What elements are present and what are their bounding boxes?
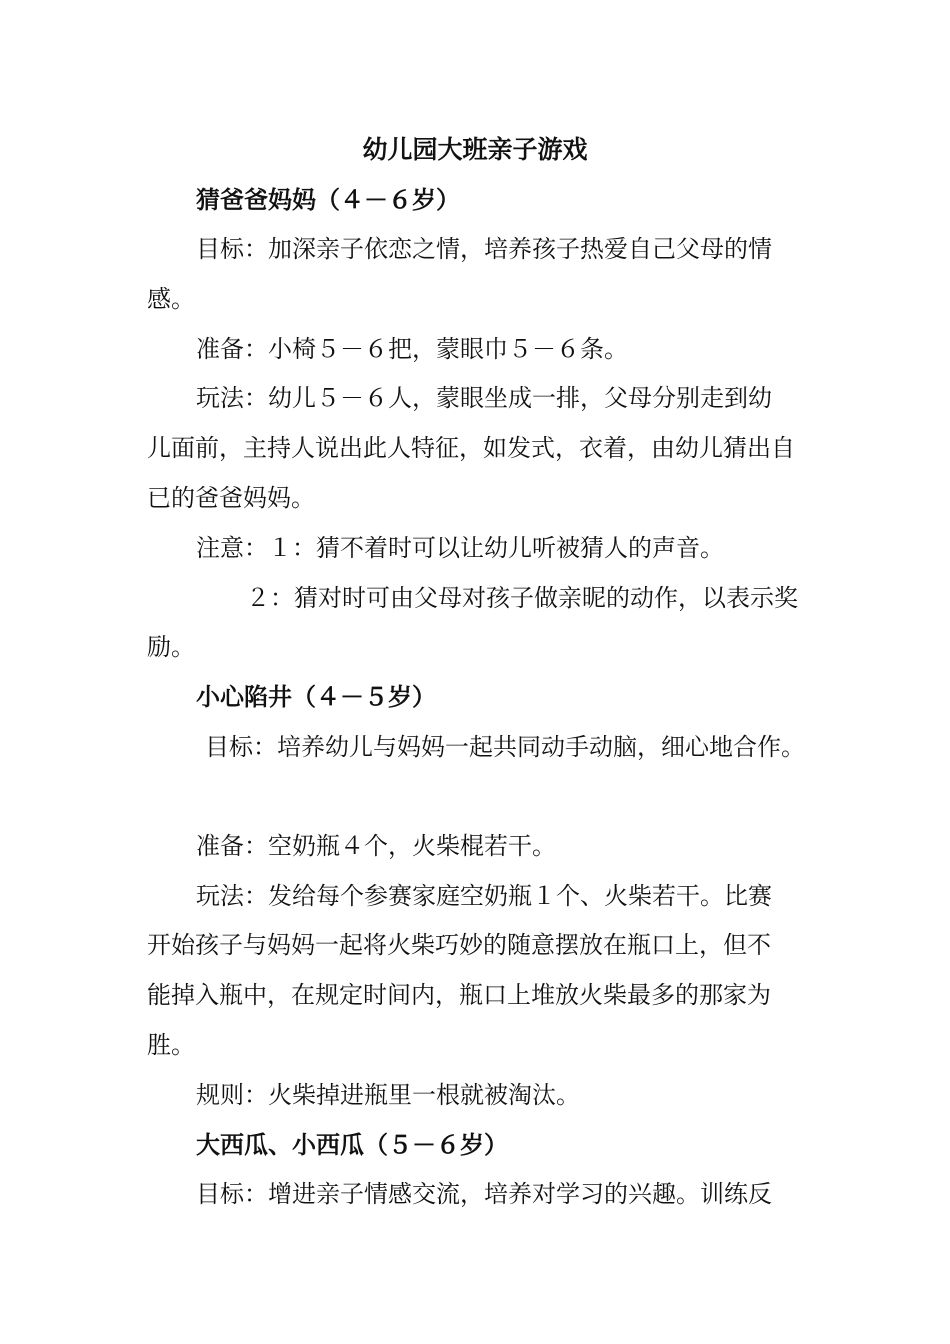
- paragraph-line: ２：猜对时可由父母对孩子做亲昵的动作，以表示奖: [246, 584, 798, 612]
- paragraph-line: 目标：增进亲子情感交流，培养对学习的兴趣。训练反: [196, 1180, 772, 1208]
- document-title: 幼儿园大班亲子游戏: [362, 135, 588, 164]
- paragraph-line: 准备：空奶瓶４个，火柴棍若干。: [196, 832, 556, 860]
- section-heading-watermelon: 大西瓜、小西瓜（５－６岁）: [196, 1130, 508, 1159]
- paragraph-line: 儿面前，主持人说出此人特征，如发式，衣着，由幼儿猜出自: [147, 434, 795, 462]
- paragraph-line: 开始孩子与妈妈一起将火柴巧妙的随意摆放在瓶口上，但不: [147, 931, 771, 959]
- paragraph-line: 胜。: [147, 1031, 195, 1059]
- paragraph-line: 注意：１：猜不着时可以让幼儿听被猜人的声音。: [196, 534, 724, 562]
- section-heading-trap: 小心陷井（４－５岁）: [196, 682, 436, 711]
- paragraph-line: 玩法：发给每个参赛家庭空奶瓶１个、火柴若干。比赛: [196, 882, 772, 910]
- section-heading-guess-parents: 猜爸爸妈妈（４－６岁）: [196, 185, 460, 214]
- paragraph-line: 玩法：幼儿５－６人，蒙眼坐成一排，父母分别走到幼: [196, 384, 772, 412]
- paragraph-line: 已的爸爸妈妈。: [147, 484, 315, 512]
- paragraph-line: 规则：火柴掉进瓶里一根就被淘汰。: [196, 1081, 580, 1109]
- paragraph-line: 准备：小椅５－６把，蒙眼巾５－６条。: [196, 335, 628, 363]
- paragraph-line: 励。: [147, 633, 195, 661]
- paragraph-line: 能掉入瓶中，在规定时间内，瓶口上堆放火柴最多的那家为: [147, 981, 771, 1009]
- paragraph-line: 目标：加深亲子依恋之情，培养孩子热爱自己父母的情: [196, 235, 772, 263]
- paragraph-line: 感。: [147, 285, 195, 313]
- paragraph-line: 目标：培养幼儿与妈妈一起共同动手动脑，细心地合作。: [205, 733, 805, 761]
